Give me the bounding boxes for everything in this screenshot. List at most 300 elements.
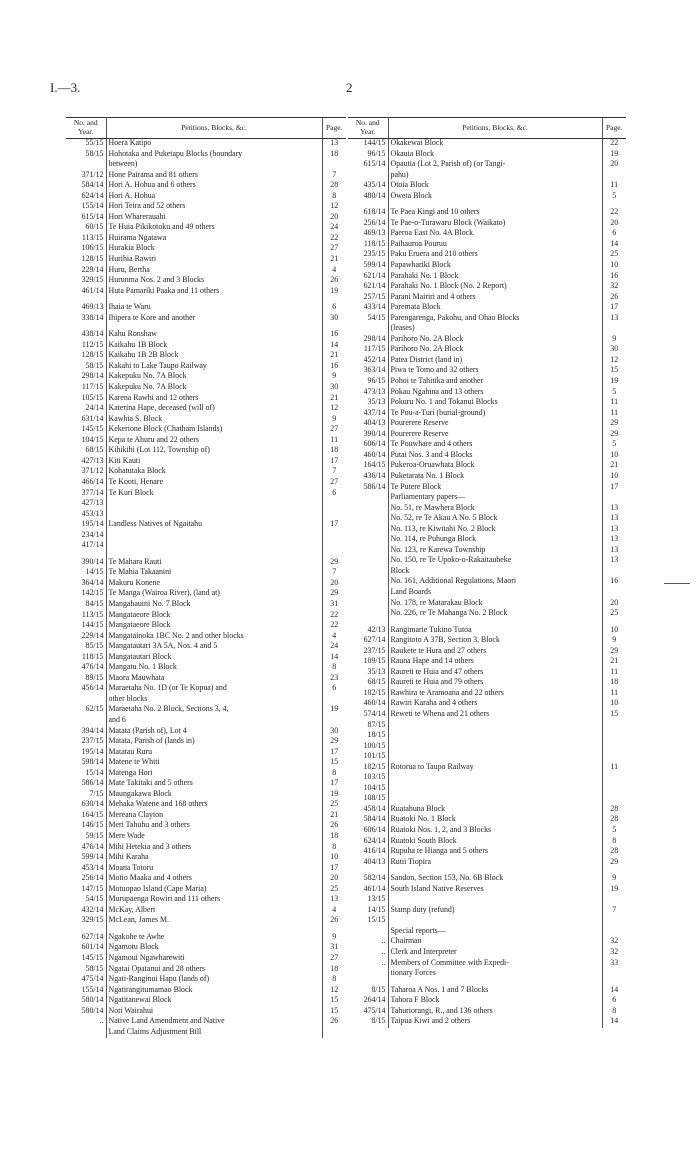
col-page: Page. (602, 118, 626, 139)
entry-page: 18 (322, 965, 346, 976)
table-row (348, 493, 626, 504)
entry-text: Pohoi te Tahitika and another (390, 377, 484, 386)
entry-number (348, 556, 388, 567)
table-row (348, 668, 626, 679)
table-row (348, 742, 626, 753)
entry-number: .. (66, 1017, 106, 1028)
entry-page: 6 (602, 996, 626, 1007)
entry-text: Rawiri Karaha and 4 others (390, 699, 478, 708)
entry-page: 20 (602, 160, 626, 171)
entry-page: 19 (602, 150, 626, 161)
table-row (348, 657, 626, 668)
entry-page: 20 (322, 579, 346, 590)
entry-page: 15 (322, 996, 346, 1007)
entry-page: 9 (602, 335, 626, 346)
index-table-right (348, 117, 626, 1028)
table-row (66, 1028, 346, 1039)
table-row (66, 965, 346, 976)
entry-text: Opautia (Lot 2, Parish of) (or Tangi- (390, 160, 506, 169)
table-row (348, 689, 626, 700)
entry-page: 11 (602, 763, 626, 774)
entry-number: 432/14 (66, 906, 106, 917)
entry-text: Paihauroa Pouruu (390, 239, 447, 248)
entry-text: Mere Wade (108, 832, 145, 840)
table-row (348, 731, 626, 742)
entry-number: 453/14 (66, 864, 106, 875)
table-row (66, 181, 346, 192)
entry-number: 118/15 (348, 240, 388, 251)
table-row (348, 483, 626, 494)
entry-page: 4 (322, 266, 346, 277)
entry-text: Maraetaha No. 1D (or Te Kopua) and (108, 684, 227, 693)
entry-page: 21 (322, 351, 346, 362)
table-row (66, 674, 346, 685)
entry-number: 104/15 (348, 784, 388, 795)
entry-page (322, 695, 346, 706)
table-row (348, 472, 626, 483)
entry-page: 21 (602, 657, 626, 668)
entry-number: 85/15 (66, 642, 106, 653)
entry-page: 13 (602, 514, 626, 525)
entry-page: 25 (322, 800, 346, 811)
entry-text: Pokuru No. 1 and Tokanui Blocks (390, 398, 498, 407)
entry-text: Hori A. Hohua and 6 others (108, 181, 196, 190)
entry-text: Block (390, 566, 410, 575)
entry-number: 461/14 (348, 885, 388, 896)
entry-number: 371/12 (66, 171, 106, 182)
table-row (66, 467, 346, 478)
entry-page: 19 (602, 885, 626, 896)
entry-page: 11 (322, 436, 346, 447)
entry-text: Native Land Amendment and Native (108, 1017, 225, 1026)
entry-page: 25 (602, 250, 626, 261)
entry-text: Parihoro No. 2A Block (390, 345, 464, 354)
table-row (66, 276, 346, 287)
entry-text: Ihaia te Waru (108, 303, 151, 312)
entry-number: 164/15 (66, 811, 106, 822)
entry-text: Mangatainoka 1BC No. 2 and other blocks (108, 631, 244, 640)
table-row (66, 779, 346, 790)
entry-text: Huta Pamariki Paaka and 11 others (108, 286, 220, 295)
entry-page: 32 (602, 937, 626, 948)
table-row (66, 1017, 346, 1028)
entry-number: 618/14 (348, 208, 388, 219)
entry-page: 8 (322, 975, 346, 986)
entry-page: 24 (322, 642, 346, 653)
entry-text: Matata (Parish of), Lot 4 (108, 726, 187, 735)
entry-text: Tahuriorangi, R., and 136 others (390, 1006, 493, 1015)
table-row (66, 436, 346, 447)
entry-number: 104/15 (66, 436, 106, 447)
entry-text: Mangataeore Block (108, 610, 171, 619)
entry-number: 469/13 (66, 303, 106, 314)
entry-text: Pokau Ngahina and 13 others (390, 387, 484, 396)
col-no-year: No. and Year. (66, 118, 106, 139)
entry-number (348, 577, 388, 588)
table-row (348, 721, 626, 732)
table-row (66, 916, 346, 927)
entry-text: South Island Native Reserves (390, 884, 484, 893)
entry-number: 113/15 (66, 611, 106, 622)
entry-text: Ngamotu Block (108, 943, 159, 952)
table-row (66, 510, 346, 521)
entry-number: 475/14 (348, 1007, 388, 1018)
table-row (66, 457, 346, 468)
entry-text: Patea District (land in) (390, 355, 463, 364)
entry-page (602, 731, 626, 742)
entry-text: Te Kuri Block (108, 488, 154, 497)
entry-text: Kohatutaka Block (108, 467, 166, 476)
entry-text: Parahaki No. 1 Block (No. 2 Report) (390, 282, 507, 291)
table-row (348, 773, 626, 784)
entry-number: 58/15 (66, 362, 106, 373)
table-row (66, 906, 346, 917)
entry-number: 60/15 (66, 223, 106, 234)
entry-text: Ihipera te Kore and another (108, 313, 196, 322)
entry-number: 476/14 (66, 663, 106, 674)
entry-text: Pourerere Reserve (390, 429, 449, 438)
entry-text: Parihoro No. 2A Block (390, 334, 464, 343)
entry-page: 19 (322, 705, 346, 716)
entry-page (602, 567, 626, 578)
entry-number: 229/14 (66, 266, 106, 277)
entry-page: 31 (322, 600, 346, 611)
entry-text: No. 52, re Te Akau A No. 5 Block (390, 514, 498, 523)
entry-number: 257/15 (348, 293, 388, 304)
entry-text: Rangimarie Tukino Tutoa (390, 625, 472, 634)
entry-page: 14 (322, 341, 346, 352)
entry-page: 30 (602, 345, 626, 356)
entry-page: 32 (602, 948, 626, 959)
entry-page: 19 (602, 377, 626, 388)
entry-number: 164/15 (348, 461, 388, 472)
entry-text: Raureti te Huia and 79 others (390, 678, 484, 687)
table-row (66, 1007, 346, 1018)
table-row (348, 906, 626, 917)
entry-number: 155/14 (66, 986, 106, 997)
entry-number: 68/15 (348, 678, 388, 689)
entry-number: 598/14 (66, 758, 106, 769)
entry-page: 14 (322, 653, 346, 664)
entry-page (602, 171, 626, 182)
entry-text: Hohotaka and Puketapu Blocks (boundary (108, 149, 243, 158)
entry-page: 6 (322, 303, 346, 314)
entry-number: 631/14 (66, 415, 106, 426)
entry-text: other blocks (108, 694, 148, 703)
entry-text: No. 113, re Kiwitahi No. 2 Block (390, 524, 496, 533)
table-row (348, 303, 626, 314)
table-row (348, 874, 626, 885)
entry-page: 29 (602, 419, 626, 430)
entry-text: Mangahauini No. 7 Block (108, 599, 191, 608)
entry-text: Ruatoki No. 1 Block (390, 815, 456, 824)
entry-page: 10 (602, 261, 626, 272)
entry-page (602, 493, 626, 504)
table-row (66, 223, 346, 234)
entry-page: 13 (322, 895, 346, 906)
entry-page: 8 (322, 192, 346, 203)
entry-page: 20 (602, 599, 626, 610)
entry-page: 11 (602, 398, 626, 409)
table-row (66, 727, 346, 738)
entry-page: 12 (322, 404, 346, 415)
entry-text: Maungakawa Block (108, 789, 172, 798)
table-row (348, 546, 626, 557)
entry-number: 364/14 (66, 579, 106, 590)
entry-text: Ngakohe te Awhe (108, 932, 165, 941)
entry-page: 9 (602, 874, 626, 885)
table-row (348, 272, 626, 283)
entry-text: between) (108, 160, 138, 169)
entry-text: Taipua Kiwi and 2 others (390, 1017, 471, 1026)
table-row (66, 996, 346, 1007)
entry-number: .. (348, 948, 388, 959)
entry-text: pahu) (390, 170, 409, 179)
entry-text: Kaikahu 1B 2B Block (108, 351, 179, 360)
entry-text: Katerina Hape, deceased (will of) (108, 404, 215, 413)
table-row (66, 632, 346, 643)
entry-text: Putai Nos. 3 and 4 Blocks (390, 450, 473, 459)
table-row (348, 948, 626, 959)
entry-number: 427/13 (66, 457, 106, 468)
entry-text: Hurihia Rawiri (108, 255, 157, 264)
entry-text: Motio Maaka and 4 others (108, 874, 192, 883)
entry-number (348, 493, 388, 504)
entry-text: Maraetaha No. 2 Block, Sections 3, 4, (108, 705, 229, 714)
table-row (66, 684, 346, 695)
table-row (348, 567, 626, 578)
entry-text: No. 178, re Matarakau Block (390, 598, 483, 607)
entry-page: 4 (322, 632, 346, 643)
table-row (66, 383, 346, 394)
entry-number (348, 504, 388, 515)
table-row (348, 293, 626, 304)
entry-number: 24/14 (66, 404, 106, 415)
entry-page: 15 (602, 366, 626, 377)
table-row (348, 229, 626, 240)
entry-page: 29 (322, 737, 346, 748)
entry-number: 195/14 (66, 748, 106, 759)
entry-text: Te Huia Pikikotoku and 49 others (108, 223, 215, 232)
entry-number: 96/15 (348, 150, 388, 161)
entry-text: Mihi Karaha (108, 853, 149, 862)
entry-number (66, 695, 106, 706)
entry-number: 624/14 (348, 837, 388, 848)
entry-text: tionary Forces (390, 969, 436, 978)
table-row (348, 504, 626, 515)
entry-number (348, 588, 388, 599)
entry-number: 35/13 (348, 668, 388, 679)
entry-number: 117/15 (348, 345, 388, 356)
entry-number: 416/14 (348, 847, 388, 858)
entry-text: Pukeroa-Oruawhata Block (390, 461, 475, 470)
entry-text: Mihi Hetekia and 3 others (108, 842, 191, 851)
table-row (66, 351, 346, 362)
table-row (66, 446, 346, 457)
table-row (66, 314, 346, 325)
table-header-row (348, 118, 626, 139)
entry-text: Mangataeore Block (108, 621, 171, 630)
entry-page: 19 (322, 287, 346, 298)
entry-page (322, 716, 346, 727)
table-row (66, 520, 346, 531)
entry-page: 30 (322, 727, 346, 738)
entry-page: 17 (322, 779, 346, 790)
entry-text: No. 226, re Te Mahanga No. 2 Block (390, 609, 508, 618)
entry-text (106, 541, 322, 552)
page-number: 2 (346, 80, 353, 95)
table-row (66, 600, 346, 611)
entry-page: 29 (322, 558, 346, 569)
entry-page: 23 (322, 674, 346, 685)
entry-text: Murupaenga Rowiri and 111 others (108, 895, 221, 904)
table-row (348, 577, 626, 588)
table-row (66, 769, 346, 780)
entry-page: 16 (322, 362, 346, 373)
table-row (66, 790, 346, 801)
entry-number: 147/15 (66, 885, 106, 896)
table-row (348, 636, 626, 647)
entry-number: 105/15 (66, 394, 106, 405)
table-row (348, 916, 626, 927)
table-row (348, 345, 626, 356)
entry-text: Ngatitanewai Block (108, 996, 172, 1005)
table-row (66, 558, 346, 569)
entry-number: 390/14 (348, 430, 388, 441)
entry-text (388, 895, 602, 906)
entry-text: Paku Eruera and 210 others (390, 250, 478, 259)
entry-number (348, 535, 388, 546)
entry-number (66, 716, 106, 727)
entry-text (388, 721, 602, 732)
entry-text: Mate Takitaki and 5 others (108, 779, 193, 788)
table-row (66, 568, 346, 579)
entry-page: 7 (322, 467, 346, 478)
table-row (348, 847, 626, 858)
table-row (348, 461, 626, 472)
entry-number: 476/14 (66, 843, 106, 854)
table-row (348, 599, 626, 610)
entry-page (602, 969, 626, 980)
entry-page: 9 (322, 372, 346, 383)
entry-number (348, 171, 388, 182)
entry-page (322, 499, 346, 510)
margin-mark (664, 583, 690, 584)
table-row (66, 864, 346, 875)
table-row (348, 937, 626, 948)
table-row (348, 986, 626, 997)
entry-text: Rutii Tiopira (390, 857, 432, 866)
entry-page: 13 (322, 139, 346, 150)
col-petitions: Petitions, Blocks, &c. (106, 118, 322, 139)
table-row (66, 499, 346, 510)
entry-page: 10 (602, 472, 626, 483)
table-row (66, 943, 346, 954)
entry-text (388, 752, 602, 763)
entry-text: Hori A. Hohua (108, 191, 156, 200)
entry-number: 582/14 (348, 874, 388, 885)
table-row (348, 752, 626, 763)
table-row (66, 255, 346, 266)
table-row (348, 335, 626, 346)
entry-text: Hurakia Block (108, 244, 155, 253)
entry-text: Te Pouwhare and 4 others (390, 440, 473, 449)
table-row (348, 171, 626, 182)
table-row (66, 287, 346, 298)
entry-number: 142/15 (66, 589, 106, 600)
entry-page: 28 (602, 815, 626, 826)
page-header (0, 80, 700, 100)
entry-number: 256/14 (66, 874, 106, 885)
entry-number: 109/15 (348, 657, 388, 668)
entry-page (322, 510, 346, 521)
entry-text: Matata, Parish of (lands in) (108, 737, 195, 746)
entry-page: 26 (322, 1017, 346, 1028)
entry-text: No. 114, re Puhunga Block (390, 535, 477, 544)
entry-page: 15 (602, 710, 626, 721)
entry-text: Kekerione Block (Chatham Islands) (108, 425, 223, 434)
entry-page: 22 (602, 208, 626, 219)
entry-number: 234/14 (66, 531, 106, 542)
entry-number: 15/15 (348, 916, 388, 927)
entry-page: 11 (602, 668, 626, 679)
table-row (66, 202, 346, 213)
table-row (66, 150, 346, 161)
entry-text: Hurunma Nos. 2 and 3 Blocks (108, 276, 205, 285)
table-row (348, 160, 626, 171)
table-row (348, 208, 626, 219)
col-page: Page. (322, 118, 346, 139)
entry-number: 235/15 (348, 250, 388, 261)
entry-text: Te Putere Block (390, 482, 442, 491)
entry-text: Huirama Ngatawa (108, 233, 167, 242)
entry-number: 371/12 (66, 467, 106, 478)
entry-text: Kiti Kauti (108, 456, 141, 465)
entry-number: 101/15 (348, 752, 388, 763)
entry-text: Mangatautari Block (108, 652, 172, 661)
entry-number (348, 567, 388, 578)
table-row (66, 621, 346, 632)
entry-page: 8 (322, 769, 346, 780)
entry-number: 461/14 (66, 287, 106, 298)
entry-number: 363/14 (348, 366, 388, 377)
entry-page: 8 (602, 1007, 626, 1018)
entry-number (348, 599, 388, 610)
entry-text: Te Mahia Takaanini (108, 568, 172, 577)
entry-number: .. (348, 959, 388, 970)
entry-page: 10 (602, 626, 626, 637)
entry-page (602, 324, 626, 335)
entry-text: Meri Tahuhu and 3 others (108, 821, 190, 830)
table-row (348, 192, 626, 203)
entry-number: 469/13 (348, 229, 388, 240)
entry-page: 18 (322, 832, 346, 843)
entry-text: Oweta Block (390, 191, 432, 200)
entry-text: Clerk and Interpreter (390, 948, 457, 957)
entry-page: 5 (602, 826, 626, 837)
table-row (348, 139, 626, 150)
entry-number (348, 324, 388, 335)
entry-page: 6 (602, 229, 626, 240)
table-row (66, 758, 346, 769)
table-row (348, 409, 626, 420)
entry-text: Tahora F Block (390, 996, 440, 1005)
entry-page: 6 (322, 684, 346, 695)
entry-page: 12 (322, 986, 346, 997)
entry-number: 606/14 (348, 440, 388, 451)
table-row (66, 234, 346, 245)
table-row (348, 250, 626, 261)
